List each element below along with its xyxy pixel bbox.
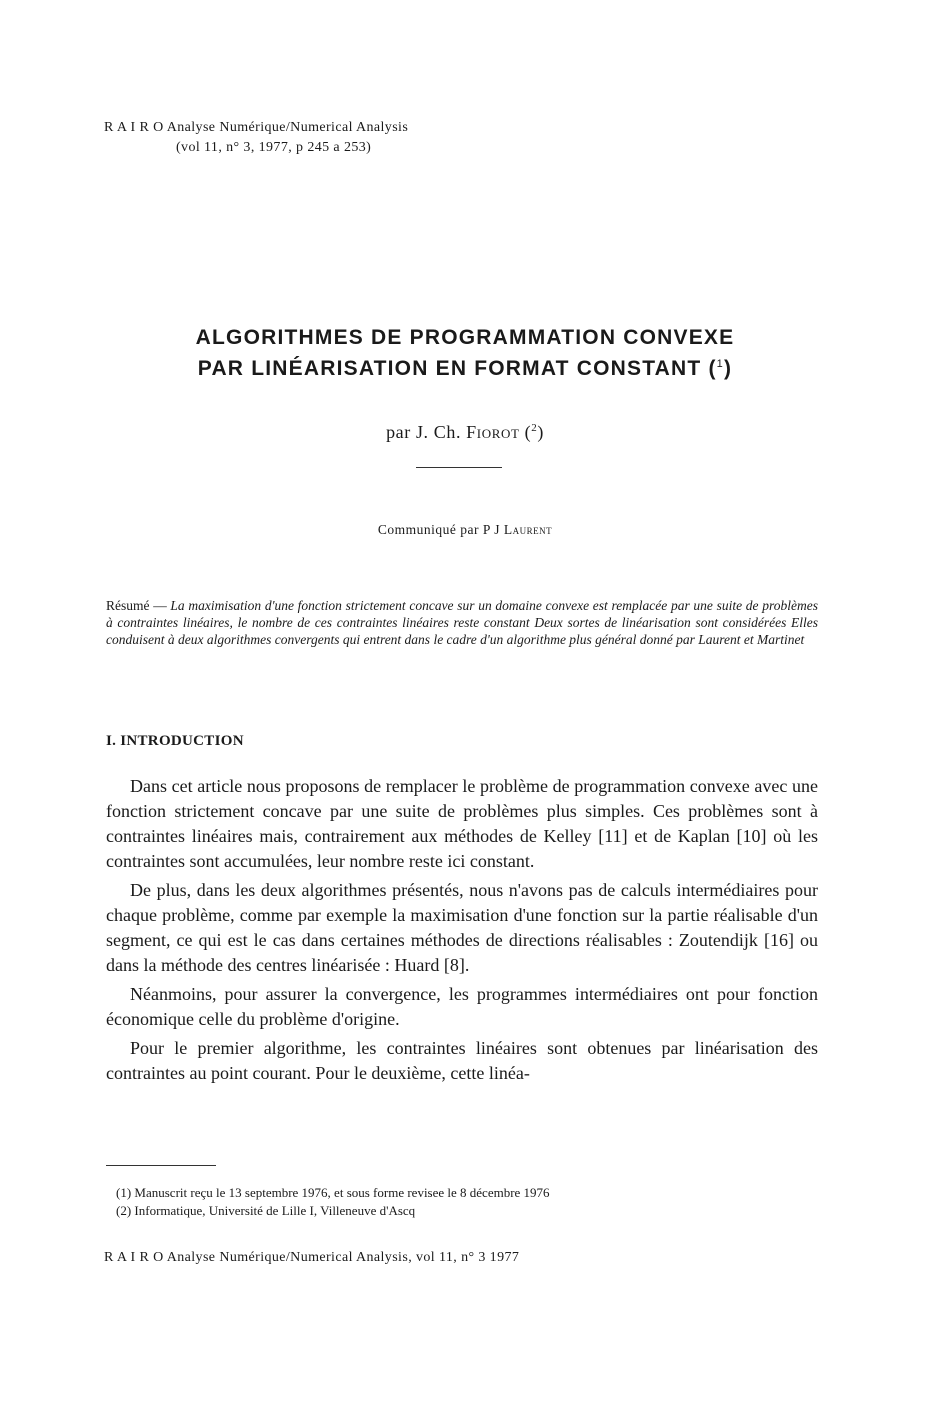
footnote-2-mark: (2) (116, 1203, 132, 1218)
title-line-1: ALGORITHMES DE PROGRAMMATION CONVEXE (195, 326, 735, 349)
author-prefix: par J. Ch. (386, 422, 462, 442)
author-line: par J. Ch. Fiorot ($^2$) (386, 422, 544, 442)
footnote-2 (116, 1202, 550, 1220)
journal-line-1: R A I R O Analyse Numérique/Numerical Analysis (104, 120, 409, 135)
footnote-2-text: Informatique, Université de Lille I, Villeneuve d'Ascq (134, 1203, 416, 1218)
title-line-2: PAR LINÉARISATION EN FORMAT CONSTANT ($^1$) (197, 357, 733, 380)
title-separator-rule (416, 467, 502, 468)
footnote-separator-rule (106, 1165, 216, 1166)
paragraph: De plus, dans les deux algorithmes présentés, nous n'avons pas de calculs intermédiaires pour chaque problème, comme par exemple la maximisation d'une fonction sur la partie réalisable d'un segment, ce qui est le cas dans certaines méthodes de directions réalisables : Zoutendijk [16] ou dans la méthode des centres linéarisée : Huard [8]. (106, 880, 818, 975)
paragraph: Dans cet article nous proposons de remplacer le problème de programmation convexe avec une fonction strictement concave par une suite de problèmes plus simples. Ces problèmes sont à contraintes linéaires mais, contrairement aux méthodes de Kelley [11] et de Kaplan [10] où les contraintes sont accumulées, leur nombre reste ici constant. (106, 776, 818, 871)
journal-line-2: (vol 11, n° 3, 1977, p 245 a 253) (176, 140, 372, 155)
title-footnote-mark: 1 (716, 358, 724, 370)
author-footnote-mark: 2 (531, 422, 538, 434)
page-footer: R A I R O Analyse Numérique/Numerical Analysis, vol 11, n° 3 1977 (104, 1250, 520, 1265)
abstract-text: La maximisation d'une fonction strictement concave sur un domaine convexe est remplacée par une suite de problèmes à contraintes linéaires, le nombre de ces contraintes linéaires reste constant Deux sortes de linéarisation sont considérées Elles conduisent à deux algorithmes convergents qui entrent dans le cadre d'un algorithme plus général donné par Laurent et Martinet (106, 598, 819, 647)
footnote-1 (116, 1184, 550, 1202)
journal-header (104, 118, 408, 158)
communique-name: Laurent (503, 522, 553, 537)
paragraph: Pour le premier algorithme, les contraintes linéaires sont obtenues par linéarisation des contraintes au point courant. Pour le deuxième, cette linéa- (106, 1038, 818, 1083)
article-title (0, 324, 930, 382)
section-heading: I. INTRODUCTION (106, 733, 244, 749)
footnote-1-mark: (1) (116, 1185, 132, 1200)
abstract-label: Résumé — (106, 598, 167, 613)
communique-line (0, 522, 930, 538)
footnotes (116, 1184, 550, 1220)
abstract (106, 597, 818, 648)
paragraph: Néanmoins, pour assurer la convergence, les programmes intermédiaires ont pour fonction économique celle du problème d'origine. (106, 984, 818, 1029)
title-line-2-text: PAR LINÉARISATION EN FORMAT CONSTANT (197, 357, 702, 380)
author-name: Fiorot (466, 422, 520, 442)
footnote-1-text: Manuscrit reçu le 13 septembre 1976, et sous forme revisee le 8 décembre 1976 (134, 1185, 550, 1200)
body-text (106, 774, 818, 1090)
communique-prefix: Communiqué par P J (377, 522, 500, 537)
